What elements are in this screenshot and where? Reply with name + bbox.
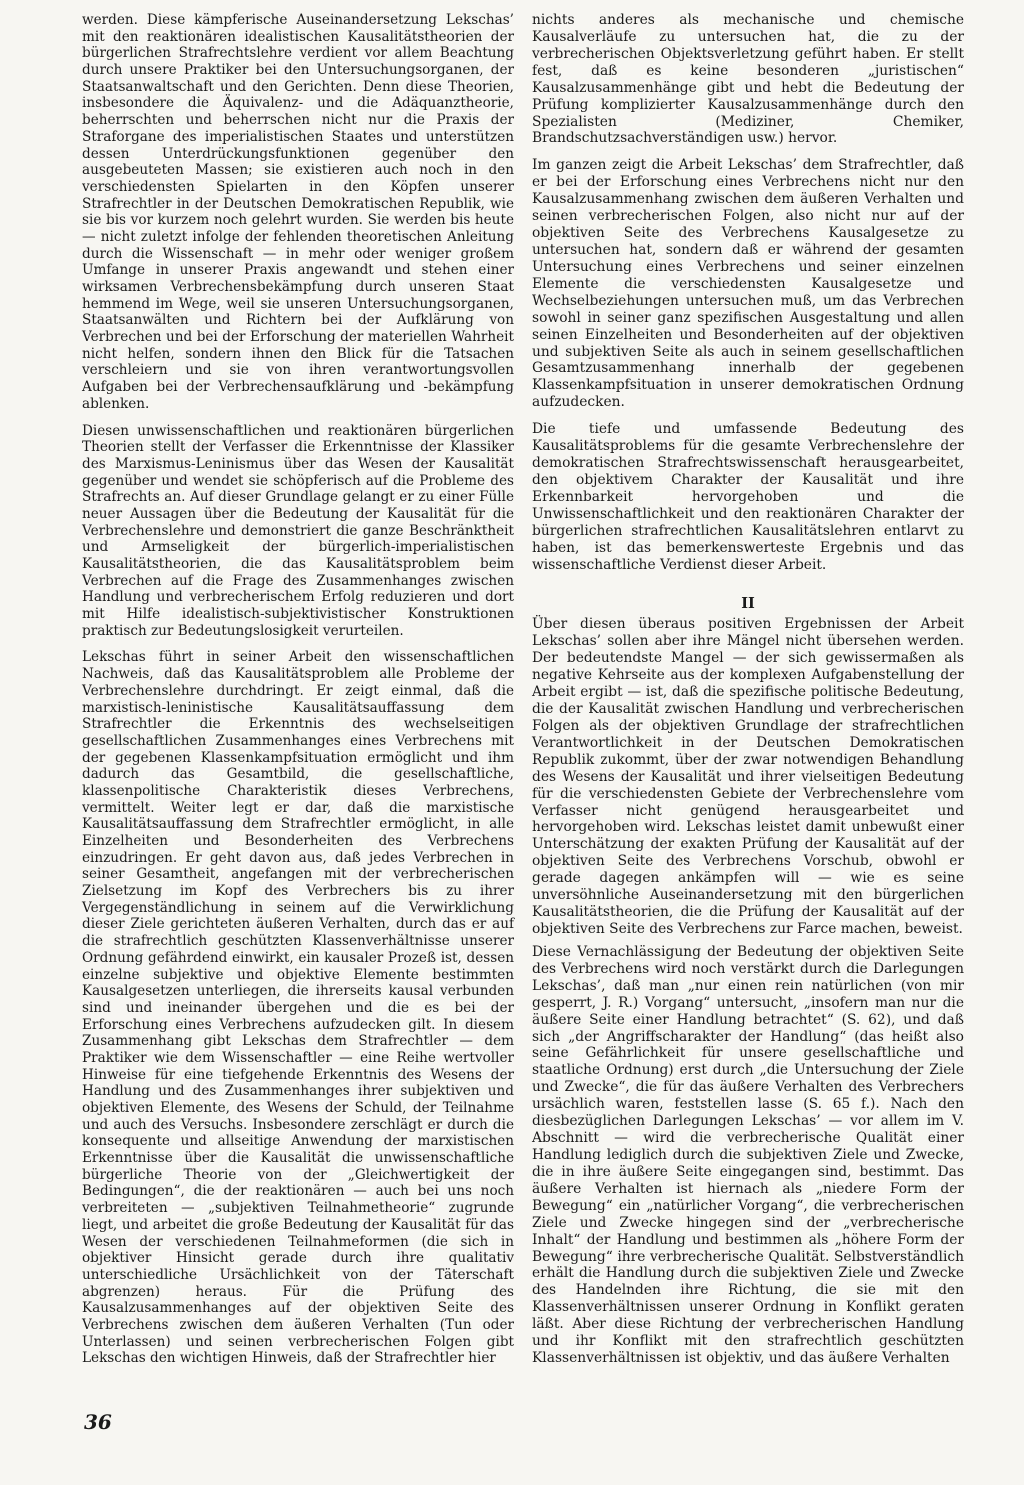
left-paragraph-1: werden. Diese kämpferische Auseinandersetzung Lekschas’ mit den reaktionären idealistischen Kausalitätstheorien der bürgerlichen Strafrechtslehre verdient vor allem Beachtung durch unsere Praktiker bei den Untersuchungsorganen, der Staatsanwaltschaft und den Gerichten. Denn diese Theorien, insbesondere die Äquivalenz- und die Adäquanztheorie, beherrschten und beherrschen nicht nur die Praxis der Straforgane des imperialistischen Staates und unterstützen dessen Unterdrückungsfunktionen gegenüber den ausgebeuteten Massen; sie existieren auch noch in den verschiedensten Spielarten in den Köpfen unserer Strafrechtler in der Deutschen Demokratischen Republik, wie sie bis vor kurzem noch gelehrt wurden. Sie werden bis heute — nicht zuletzt infolge der fehlenden theoretischen Anleitung durch die Wissenschaft — in mehr oder weniger großem Umfange in unserer Praxis angewandt und stehen einer wirksamen Verbrechensbekämpfung durch unseren Staat hemmend im Wege, weil sie unseren Untersuchungsorganen, Staatsanwälten und Richtern bei der Aufklärung von Verbrechen und bei der Erforschung der materiellen Wahrheit nicht helfen, sondern ihnen den Blick für die Tatsachen verschleiern und sie von ihren verantwortungsvollen Aufgaben bei der Verbrechensaufklärung und -bekämpfung ablenken. <box>82 12 514 412</box>
right-paragraph-3: Die tiefe und umfassende Bedeutung des Kausalitätsproblems für die gesamte Verbrechenslehre der demokratischen Strafrechtswissenschaft herausgearbeitet, den objektivem Charakter der Kausalität und ihre Erkennbarkeit hervorgehoben und die Unwissenschaftlichkeit und den reaktionären Charakter der bürgerlichen strafrechtlichen Kausalitätslehren entlarvt zu haben, ist das bemerkenswerteste Ergebnis und das wissenschaftliche Verdienst dieser Arbeit. <box>532 421 964 573</box>
right-paragraph-1: nichts anderes als mechanische und chemische Kausalverläufe zu untersuchen hat, die zu der verbrecherischen Objektsverletzung geführt haben. Er stellt fest, daß es keine besonderen „juristischen“ Kausalzusammenhänge gibt und hebt die Bedeutung der Prüfung komplizierter Kausalzusammenhänge durch den Spezialisten (Mediziner, Chemiker, Brandschutzsachverständigen usw.) hervor. <box>532 12 964 147</box>
right-paragraph-4: Über diesen überaus positiven Ergebnissen der Arbeit Lekschas’ sollen aber ihre Mängel nicht übersehen werden. Der bedeutendste Mangel — der sich gewissermaßen als negative Kehrseite aus der komplexen Aufgabenstellung der Arbeit ergibt — ist, daß die spezifische politische Bedeutung, die der Kausalität zwischen Handlung und verbrecherischen Folgen als der objektiven Grundlage der strafrechtlichen Verantwortlichkeit in der Deutschen Demokratischen Republik zukommt, über der zwar notwendigen Behandlung des Wesens der Kausalität und ihrer vielseitigen Bedeutung für die verschiedensten Gebiete der Verbrechenslehre vom Verfasser nicht genügend herausgearbeitet und hervorgehoben wird. Lekschas leistet damit unbewußt einer Unterschätzung der exakten Prüfung der Kausalität auf der objektiven Seite des Verbrechens Vorschub, obwohl er gerade dagegen ankämpfen will — wie es seine unversöhnliche Auseinandersetzung mit den bürgerlichen Kausalitätstheorien, die die Prüfung der Kausalität auf der objektiven Seite des Verbrechens zur Farce machen, beweist. <box>532 616 964 938</box>
section-heading: II <box>741 594 755 612</box>
left-column <box>82 12 514 1377</box>
right-paragraph-2: Im ganzen zeigt die Arbeit Lekschas’ dem Strafrechtler, daß er bei der Erforschung eines Verbrechens nicht nur den Kausalzusammenhang zwischen dem äußeren Verhalten und seinen verbrecherischen Folgen, also nicht nur auf der objektiven Seite des Verbrechens Kausalgesetze zu untersuchen hat, sondern daß er während der gesamten Untersuchung eines Verbrechens und seiner einzelnen Elemente die verschiedensten Kausalgesetze und Wechselbeziehungen untersuchen muß, um das Verbrechen sowohl in seiner ganz spezifischen Ausgestaltung und allen seinen Einzelheiten und Besonderheiten auf der objektiven und subjektiven Seite als auch in seinem gesellschaftlichen Gesamtzusammenhang innerhalb der gegebenen Klassenkampfsituation in unserer demokratischen Ordnung aufzudecken. <box>532 157 964 411</box>
left-paragraph-2: Diesen unwissenschaftlichen und reaktionären bürgerlichen Theorien stellt der Verfasser die Erkenntnisse der Klassiker des Marxismus-Leninismus über das Wesen der Kausalität gegenüber und wendet sie schöpferisch auf die Probleme des Strafrechts an. Auf dieser Grundlage gelangt er zu einer Fülle neuer Aussagen über die Bedeutung der Kausalität für die Verbrechenslehre und demonstriert die ganze Beschränktheit und Armseligkeit der bürgerlich-imperialistischen Kausalitätstheorien, die das Kausalitätsproblem beim Verbrechen auf die Frage des Zusammenhanges zwischen Handlung und verbrecherischem Erfolg reduzieren und dort mit Hilfe idealistisch-subjektivistischer Konstruktionen praktisch zur Bedeutungslosigkeit verurteilen. <box>82 422 514 639</box>
left-paragraph-3: Lekschas führt in seiner Arbeit den wissenschaftlichen Nachweis, daß das Kausalitätsproblem alle Probleme der Verbrechenslehre durchdringt. Er zeigt einmal, daß die marxistisch-leninistische Kausalitätsauffassung dem Strafrechtler die Erkenntnis des wechselseitigen gesellschaftlichen Zusammenhanges eines Verbrechens mit der gegebenen Klassenkampfsituation ermöglicht und ihm dadurch das Gesamtbild, die gesellschaftliche, klassenpolitische Charakteristik dieses Verbrechens, vermittelt. Weiter legt er dar, daß die marxistische Kausalitätsauffassung dem Strafrechtler ermöglicht, in alle Einzelheiten und Besonderheiten des Verbrechens einzudringen. Er geht davon aus, daß jedes Verbrechen in seiner Gesamtheit, angefangen mit der verbrecherischen Zielsetzung im Kopf des Verbrechers bis zu ihrer Vergegenständlichung in seinem auf die Verwirklichung dieser Ziele gerichteten äußeren Verhalten, durch das er auf die strafrechtlich geschützten Klassenverhältnisse unserer Ordnung gefährdend einwirkt, ein kausaler Prozeß ist, dessen einzelne subjektive und objektive Elemente bestimmten Kausalgesetzen unterliegen, die ihrerseits kausal verbunden sind und ineinander übergehen und die es bei der Erforschung eines Verbrechens aufzudecken gilt. In diesem Zusammenhang gibt Lekschas dem Strafrechtler — dem Praktiker wie dem Wissenschaftler — eine Reihe wertvoller Hinweise für eine tiefgehende Erkenntnis des Wesens der Handlung und des Zusammenhanges ihrer subjektiven und objektiven Elemente, des Wesens der Schuld, der Teilnahme und auch des Versuchs. Insbesondere zerschlägt er durch die konsequente und allseitige Anwendung der marxistischen Erkenntnisse über die Kausalität die unwissenschaftliche bürgerliche Theorie von der „Gleichwertigkeit der Bedingungen“, die der reaktionären — auch bei uns noch verbreiteten — „subjektiven Teilnahmetheorie“ zugrunde liegt, und arbeitet die große Bedeutung der Kausalität für das Wesen der verschiedenen Teilnahmeformen (die sich in objektiver Hinsicht gerade durch ihre qualitativ unterschiedliche Ursächlichkeit von der Täterschaft abgrenzen) heraus. Für die Prüfung des Kausalzusammenhanges auf der objektiven Seite des Verbrechens zwischen dem äußeren Verhalten (Tun oder Unterlassen) und seinen verbrecherischen Folgen gibt Lekschas den wichtigen Hinweis, daß der Strafrechtler hier <box>82 649 514 1367</box>
right-paragraph-5: Diese Vernachlässigung der Bedeutung der objektiven Seite des Verbrechens wird noch verstärkt durch die Darlegungen Lekschas’, daß man „nur einen rein natürlichen (von mir gesperrt, J. R.) Vorgang“ untersucht, „insofern man nur die äußere Seite einer Handlung betrachtet“ (S. 62), und daß sich „der Angriffscharakter der Handlung“ (das heißt also seine Gefährlichkeit für unsere gesellschaftliche und staatliche Ordnung) erst durch „die Untersuchung der Ziele und Zwecke“, die für das äußere Verhalten des Verbrechers ursächlich waren, feststellen lasse (S. 65 f.). Nach den diesbezüglichen Darlegungen Lekschas’ — vor allem im V. Abschnitt — wird die verbrecherische Qualität einer Handlung lediglich durch die subjektiven Ziele und Zwecke, die in ihre äußere Seite eingegangen sind, bestimmt. Das äußere Verhalten ist hiernach als „niedere Form der Bewegung“ ein „natürlicher Vorgang“, die verbrecherischen Ziele und Zwecke hingegen sind der „verbrecherische Inhalt“ der Handlung und bestimmen als „höhere Form der Bewegung“ ihre verbrecherische Qualität. Selbstverständlich erhält die Handlung durch die subjektiven Ziele und Zwecke des Handelnden ihre Richtung, die sie mit den Klassenverhältnissen unserer Ordnung in Konflikt geraten läßt. Aber diese Richtung der verbrecherischen Handlung und ihr Konflikt mit den strafrechtlich geschützten Klassenverhältnissen ist objektiv, und das äußere Verhalten <box>532 943 964 1367</box>
right-column <box>532 12 964 1377</box>
page-number: 36 <box>84 1410 112 1434</box>
